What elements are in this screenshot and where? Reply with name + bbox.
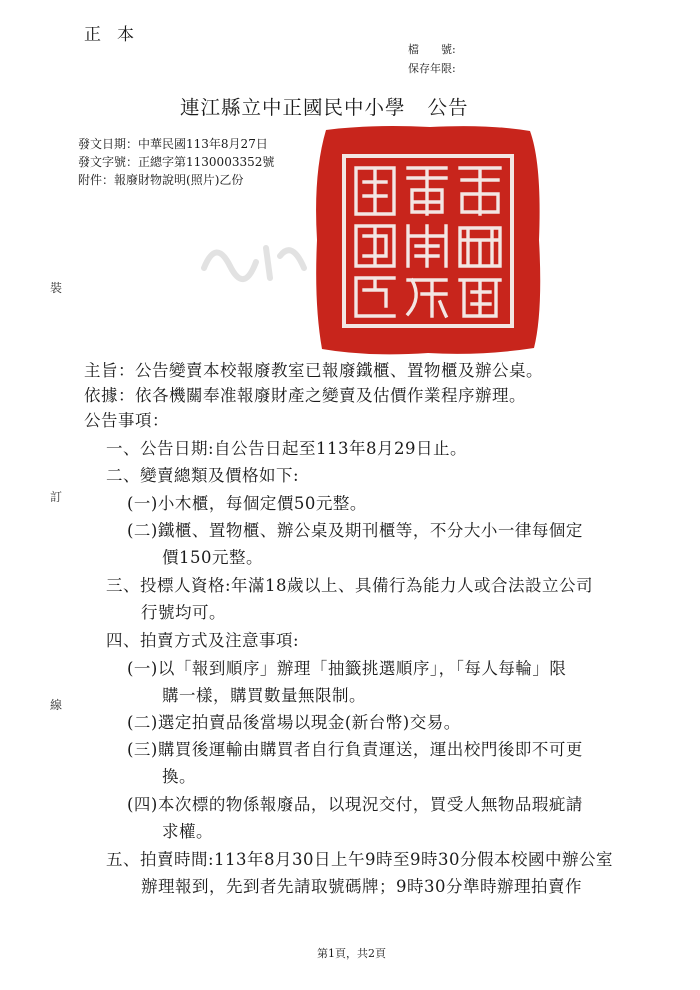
item-2: 二、變賣總類及價格如下: (106, 466, 300, 485)
item-3-cont: 行號均可。 (141, 603, 226, 622)
issue-number-value: ：正總字第1130003352號 (126, 155, 275, 169)
faint-imprint-icon (196, 228, 316, 292)
attachment (78, 171, 243, 188)
binding-mark-bind: 裝 (50, 281, 63, 295)
official-seal (312, 124, 544, 360)
item-4-4-cont: 求權。 (162, 822, 213, 841)
retention-label: 保存年限: (408, 62, 456, 75)
item-2-2-cont: 價150元整。 (162, 548, 263, 567)
issue-date-label: 發文日期 (78, 137, 127, 151)
org-name: 連江縣立中正國民中小學 (180, 96, 406, 119)
page-info: 第1頁，共2頁 (317, 947, 386, 960)
faint-seal-imprint (196, 228, 316, 292)
item-4-2: (二)選定拍賣品後當場以現金(新台幣)交易。 (127, 713, 461, 732)
doc-type: 公告 (427, 96, 469, 119)
basis-line: 依據：依各機關奉准報廢財產之變賣及估價作業程序辦理。 (84, 386, 526, 405)
items-heading: 公告事項： (84, 411, 169, 430)
attachment-value: ：報廢財物說明(照片)乙份 (102, 173, 244, 187)
item-4-4: (四)本次標的物係報廢品，以現況交付，買受人無物品瑕疵請 (127, 795, 583, 814)
item-1: 一、公告日期:自公告日起至113年8月29日止。 (106, 439, 468, 458)
attachment-label: 附件 (78, 173, 103, 187)
item-4-3: (三)購買後運輸由購買者自行負責運送，運出校門後即不可更 (127, 740, 583, 759)
issue-number (78, 153, 274, 170)
item-3: 三、投標人資格:年滿18歲以上、具備行為能力人或合法設立公司 (106, 576, 594, 595)
item-5: 五、拍賣時間:113年8月30日上午9時至9時30分假本校國中辦公室 (106, 850, 614, 869)
subject-line: 主旨：公告變賣本校報廢教室已報廢鐵櫃、置物櫃及辦公桌。 (84, 361, 543, 380)
issue-date-value: ：中華民國113年8月27日 (126, 137, 268, 151)
item-2-2: (二)鐵櫃、置物櫃、辦公桌及期刊櫃等，不分大小一律每個定 (127, 521, 583, 540)
item-4-1: (一)以「報到順序」辦理「抽籤挑選順序」，「每人每輪」限 (127, 659, 567, 678)
official-seal-icon (312, 124, 544, 356)
item-4: 四、拍賣方式及注意事項: (106, 631, 300, 650)
item-2-1: (一)小木櫃，每個定價50元整。 (127, 494, 367, 513)
binding-mark-staple: 訂 (50, 490, 63, 504)
file-number-label: 檔 號: (408, 43, 456, 56)
copy-label: 正本 (84, 25, 150, 45)
binding-mark-line: 線 (50, 698, 63, 712)
document-title (180, 92, 469, 120)
issue-number-label: 發文字號 (78, 155, 127, 169)
issue-date (78, 135, 268, 152)
item-4-1-cont: 購一樣，購買數量無限制。 (162, 686, 366, 705)
item-4-3-cont: 換。 (162, 767, 196, 786)
item-5-cont: 辦理報到，先到者先請取號碼牌；9時30分準時辦理拍賣作 (141, 877, 582, 896)
